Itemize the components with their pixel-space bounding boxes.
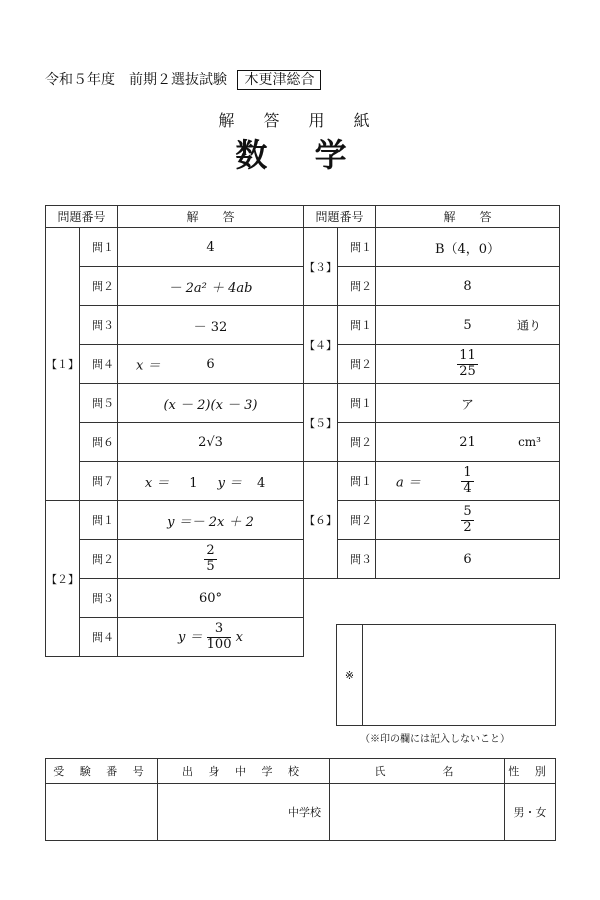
question-number: 問４: [80, 345, 118, 384]
question-number: 問２: [338, 423, 376, 462]
answer-unit: 通り: [516, 318, 541, 333]
question-number: 問２: [338, 501, 376, 540]
answer-cell: 6: [376, 540, 560, 579]
col-header-question: 問題番号: [304, 206, 376, 228]
question-number: 問１: [338, 306, 376, 345]
fraction: [207, 622, 232, 653]
fraction-numerator: 5: [463, 503, 472, 519]
answer-cell: [376, 501, 560, 540]
answer-cell: [376, 423, 560, 462]
question-number: 問１: [338, 228, 376, 267]
question-number: 問２: [80, 267, 118, 306]
col-header-question: 問題番号: [46, 206, 118, 228]
answer-cell: [376, 306, 560, 345]
section-label: 【１】: [46, 228, 80, 501]
question-number: 問２: [338, 345, 376, 384]
fraction: [457, 349, 478, 380]
fraction-numerator: 1: [463, 464, 472, 480]
fraction-numerator: 3: [207, 622, 232, 638]
fraction: [461, 466, 473, 497]
answer-cell: [376, 462, 560, 501]
section-label: 【６】: [304, 462, 338, 579]
answer-cell: [118, 618, 304, 657]
answer-suffix: x: [235, 629, 243, 645]
answer-cell: y ＝－ 2x ＋ 2: [118, 501, 304, 540]
question-number: 問１: [80, 228, 118, 267]
question-number: 問６: [80, 423, 118, 462]
x-value: 1: [189, 475, 198, 491]
header-exam-number: 受 験 番 号: [46, 759, 158, 784]
section-label: 【４】: [304, 306, 338, 384]
question-number: 問７: [80, 462, 118, 501]
section-label: 【５】: [304, 384, 338, 462]
y-label: y ＝: [217, 475, 243, 491]
fraction-denominator: 100: [206, 636, 232, 652]
col-header-answer: 解 答: [376, 206, 560, 228]
answer-cell: 8: [376, 267, 560, 306]
middle-school-field[interactable]: [158, 784, 330, 841]
answer-cell: 4: [118, 228, 304, 267]
answer-prefix: a ＝: [396, 475, 421, 491]
question-number: 問２: [338, 267, 376, 306]
question-number: 問１: [338, 462, 376, 501]
grader-mark: ※: [337, 625, 363, 726]
fraction-numerator: 2: [206, 542, 215, 558]
answer-cell: － 32: [118, 306, 304, 345]
answer-cell: B（4，0）: [376, 228, 560, 267]
fraction-denominator: 25: [459, 363, 476, 379]
school-suffix: 中学校: [288, 806, 321, 819]
fraction-denominator: 2: [463, 519, 472, 535]
subject-title: 数 学: [235, 136, 365, 174]
answer-table-left: [45, 205, 304, 657]
answer-cell: ア: [376, 384, 560, 423]
col-header-answer: 解 答: [118, 206, 304, 228]
answer-unit: cm³: [518, 435, 541, 449]
answer-table-right: [303, 205, 560, 579]
exam-number-field[interactable]: [46, 784, 158, 841]
question-number: 問１: [338, 384, 376, 423]
answer-prefix: y ＝: [178, 629, 203, 645]
answer-value: 6: [206, 356, 215, 372]
fraction-numerator: 11: [459, 347, 476, 363]
x-label: x ＝: [144, 475, 170, 491]
fraction: [461, 505, 473, 536]
header-middle-school: 出 身 中 学 校: [158, 759, 330, 784]
header-gender: 性 別: [505, 759, 556, 784]
question-number: 問３: [80, 306, 118, 345]
answer-cell: [118, 462, 304, 501]
question-number: 問１: [80, 501, 118, 540]
answer-cell: [118, 540, 304, 579]
answer-cell: [376, 345, 560, 384]
question-number: 問３: [80, 579, 118, 618]
answer-prefix: x ＝: [136, 358, 161, 374]
question-number: 問４: [80, 618, 118, 657]
student-info-table: [45, 758, 556, 841]
section-label: 【３】: [304, 228, 338, 306]
answer-cell: － 2a² ＋ 4ab: [118, 267, 304, 306]
school-name-box: 木更津総合: [237, 70, 321, 90]
question-number: 問２: [80, 540, 118, 579]
exam-header: [45, 69, 321, 89]
answer-cell: 60°: [118, 579, 304, 618]
grader-area: [362, 625, 555, 726]
grader-note: （※印の欄には記入しないこと）: [360, 734, 510, 745]
answer-cell: (x － 2)(x － 3): [118, 384, 304, 423]
fraction-denominator: 5: [206, 558, 215, 574]
answer-value: 21: [459, 434, 476, 450]
question-number: 問３: [338, 540, 376, 579]
grader-box: [336, 624, 556, 726]
header-name: 氏 名: [330, 759, 505, 784]
sheet-title: 解 答 用 紙: [218, 111, 382, 130]
answer-cell: [118, 345, 304, 384]
name-field[interactable]: [330, 784, 505, 841]
exam-title: 令和５年度 前期２選抜試験: [45, 72, 227, 88]
answer-cell: 2√3: [118, 423, 304, 462]
answer-value: 5: [463, 317, 472, 333]
gender-field[interactable]: 男・女: [505, 784, 556, 841]
y-value: 4: [257, 475, 266, 491]
fraction: [204, 544, 216, 575]
fraction-denominator: 4: [463, 480, 472, 496]
section-label: 【２】: [46, 501, 80, 657]
question-number: 問５: [80, 384, 118, 423]
